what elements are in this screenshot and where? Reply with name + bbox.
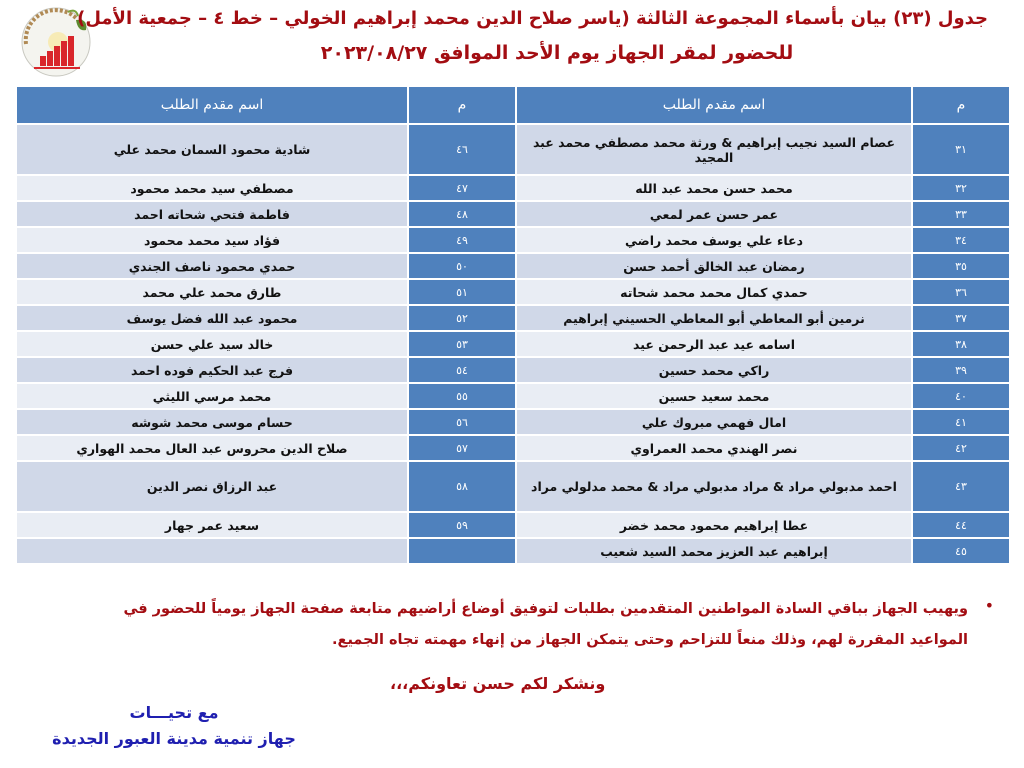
applicant-name: عصام السيد نجيب إبراهيم & ورثة محمد مصطفي محمد عبد المجيد [517, 125, 911, 174]
applicants-table [15, 85, 1011, 565]
bullet-icon: • [984, 596, 994, 615]
applicant-name: فؤاد سيد محمد محمود [17, 228, 407, 252]
row-number: ٥٥ [409, 384, 515, 408]
row-number: ٣١ [913, 125, 1009, 174]
table-row [17, 436, 1009, 460]
applicant-name: فاطمة فتحي شحاته احمد [17, 202, 407, 226]
applicant-name: محمود عبد الله فضل يوسف [17, 306, 407, 330]
table-row [17, 513, 1009, 537]
row-number: ٥٨ [409, 462, 515, 511]
thanks-line: ونشكر لكم حسن تعاونكم،،، [390, 674, 606, 693]
table-row [17, 254, 1009, 278]
applicant-name: امال فهمي مبروك علي [517, 410, 911, 434]
row-number: ٤٨ [409, 202, 515, 226]
applicant-name: راكي محمد حسين [517, 358, 911, 382]
signature-block [24, 700, 324, 752]
row-number: ٣٨ [913, 332, 1009, 356]
row-number: ٤١ [913, 410, 1009, 434]
applicant-name: إبراهيم عبد العزيز محمد السيد شعيب [517, 539, 911, 563]
row-number: ٣٢ [913, 176, 1009, 200]
row-number: ٥١ [409, 280, 515, 304]
row-number: ٣٧ [913, 306, 1009, 330]
applicant-name: محمد مرسي الليثي [17, 384, 407, 408]
table-row [17, 384, 1009, 408]
applicant-name: فرج عبد الحكيم فوده احمد [17, 358, 407, 382]
applicant-name: حمدي كمال محمد محمد شحاته [517, 280, 911, 304]
applicant-name: شادية محمود السمان محمد علي [17, 125, 407, 174]
applicant-name [17, 539, 407, 563]
table-row [17, 202, 1009, 226]
applicant-name: حسام موسى محمد شوشه [17, 410, 407, 434]
column-header-number: م [409, 87, 515, 123]
table-row [17, 280, 1009, 304]
column-header-number: م [913, 87, 1009, 123]
table-header-row [17, 87, 1009, 123]
applicant-name: حمدي محمود ناصف الجندي [17, 254, 407, 278]
row-number: ٥٤ [409, 358, 515, 382]
regards-label: مع تحيـــات [129, 703, 219, 722]
applicant-name: رمضان عبد الخالق أحمد حسن [517, 254, 911, 278]
applicant-name: خالد سيد علي حسن [17, 332, 407, 356]
row-number: ٥٢ [409, 306, 515, 330]
applicant-name: عطا إبراهيم محمود محمد خضر [517, 513, 911, 537]
row-number: ٤٥ [913, 539, 1009, 563]
row-number: ٣٣ [913, 202, 1009, 226]
applicant-name: صلاح الدين محروس عبد العال محمد الهواري [17, 436, 407, 460]
row-number: ٥٩ [409, 513, 515, 537]
document-title: جدول (٢٣) بيان بأسماء المجموعة الثالثة (ياسر صلاح الدين محمد إبراهيم الخولي – خط ٤ – جمعية الأمل) [77, 8, 988, 29]
table-row [17, 332, 1009, 356]
column-header-name: اسم مقدم الطلب [517, 87, 911, 123]
applicant-name: مصطفي سيد محمد محمود [17, 176, 407, 200]
row-number: ٥٠ [409, 254, 515, 278]
table-row [17, 125, 1009, 174]
applicant-name: محمد حسن محمد عبد الله [517, 176, 911, 200]
row-number: ٣٤ [913, 228, 1009, 252]
applicant-name: سعيد عمر جهار [17, 513, 407, 537]
row-number: ٤٦ [409, 125, 515, 174]
applicant-name: عمر حسن عمر لمعي [517, 202, 911, 226]
table-row [17, 410, 1009, 434]
column-header-name: اسم مقدم الطلب [17, 87, 407, 123]
row-number: ٤٢ [913, 436, 1009, 460]
row-number: ٣٩ [913, 358, 1009, 382]
table-row [17, 358, 1009, 382]
row-number: ٣٥ [913, 254, 1009, 278]
table-row [17, 228, 1009, 252]
applicant-name: احمد مدبولي مراد & مراد مدبولي مراد & محمد مدلولي مراد [517, 462, 911, 511]
applicant-name: طارق محمد علي محمد [17, 280, 407, 304]
applicant-name: نرمين أبو المعاطي أبو المعاطي الحسيني إبراهيم [517, 306, 911, 330]
row-number: ٤٧ [409, 176, 515, 200]
applicant-name: عبد الرزاق نصر الدين [17, 462, 407, 511]
row-number: ٤٩ [409, 228, 515, 252]
applicant-name: دعاء علي يوسف محمد راضي [517, 228, 911, 252]
table-row [17, 176, 1009, 200]
applicant-name: اسامه عيد عبد الرحمن عيد [517, 332, 911, 356]
applicant-name: محمد سعيد حسين [517, 384, 911, 408]
document-subtitle-date: للحضور لمقر الجهاز يوم الأحد الموافق ٢٠٢٣/٠٨/٢٧ [320, 42, 794, 64]
row-number: ٥٣ [409, 332, 515, 356]
table-row [17, 539, 1009, 563]
row-number: ٤٤ [913, 513, 1009, 537]
row-number: ٣٦ [913, 280, 1009, 304]
table-row [17, 306, 1009, 330]
row-number: ٤٠ [913, 384, 1009, 408]
notice-paragraph: ويهيب الجهاز بباقي السادة المواطنين المتقدمين بطلبات لتوفيق أوضاع أراضيهم متابعة صفحة الجهاز يومياً للحضور في المواعيد المقررة لهم، وذلك منعاً للتزاحم وحتى يتمكن الجهاز من إنهاء مهمته تجاه الجميع. [123, 601, 968, 648]
applicant-name: نصر الهندي محمد العمراوي [517, 436, 911, 460]
row-number [409, 539, 515, 563]
row-number: ٤٣ [913, 462, 1009, 511]
table-row [17, 462, 1009, 511]
row-number: ٥٧ [409, 436, 515, 460]
signature-agency: جهاز تنمية مدينة العبور الجديدة [52, 729, 296, 748]
row-number: ٥٦ [409, 410, 515, 434]
